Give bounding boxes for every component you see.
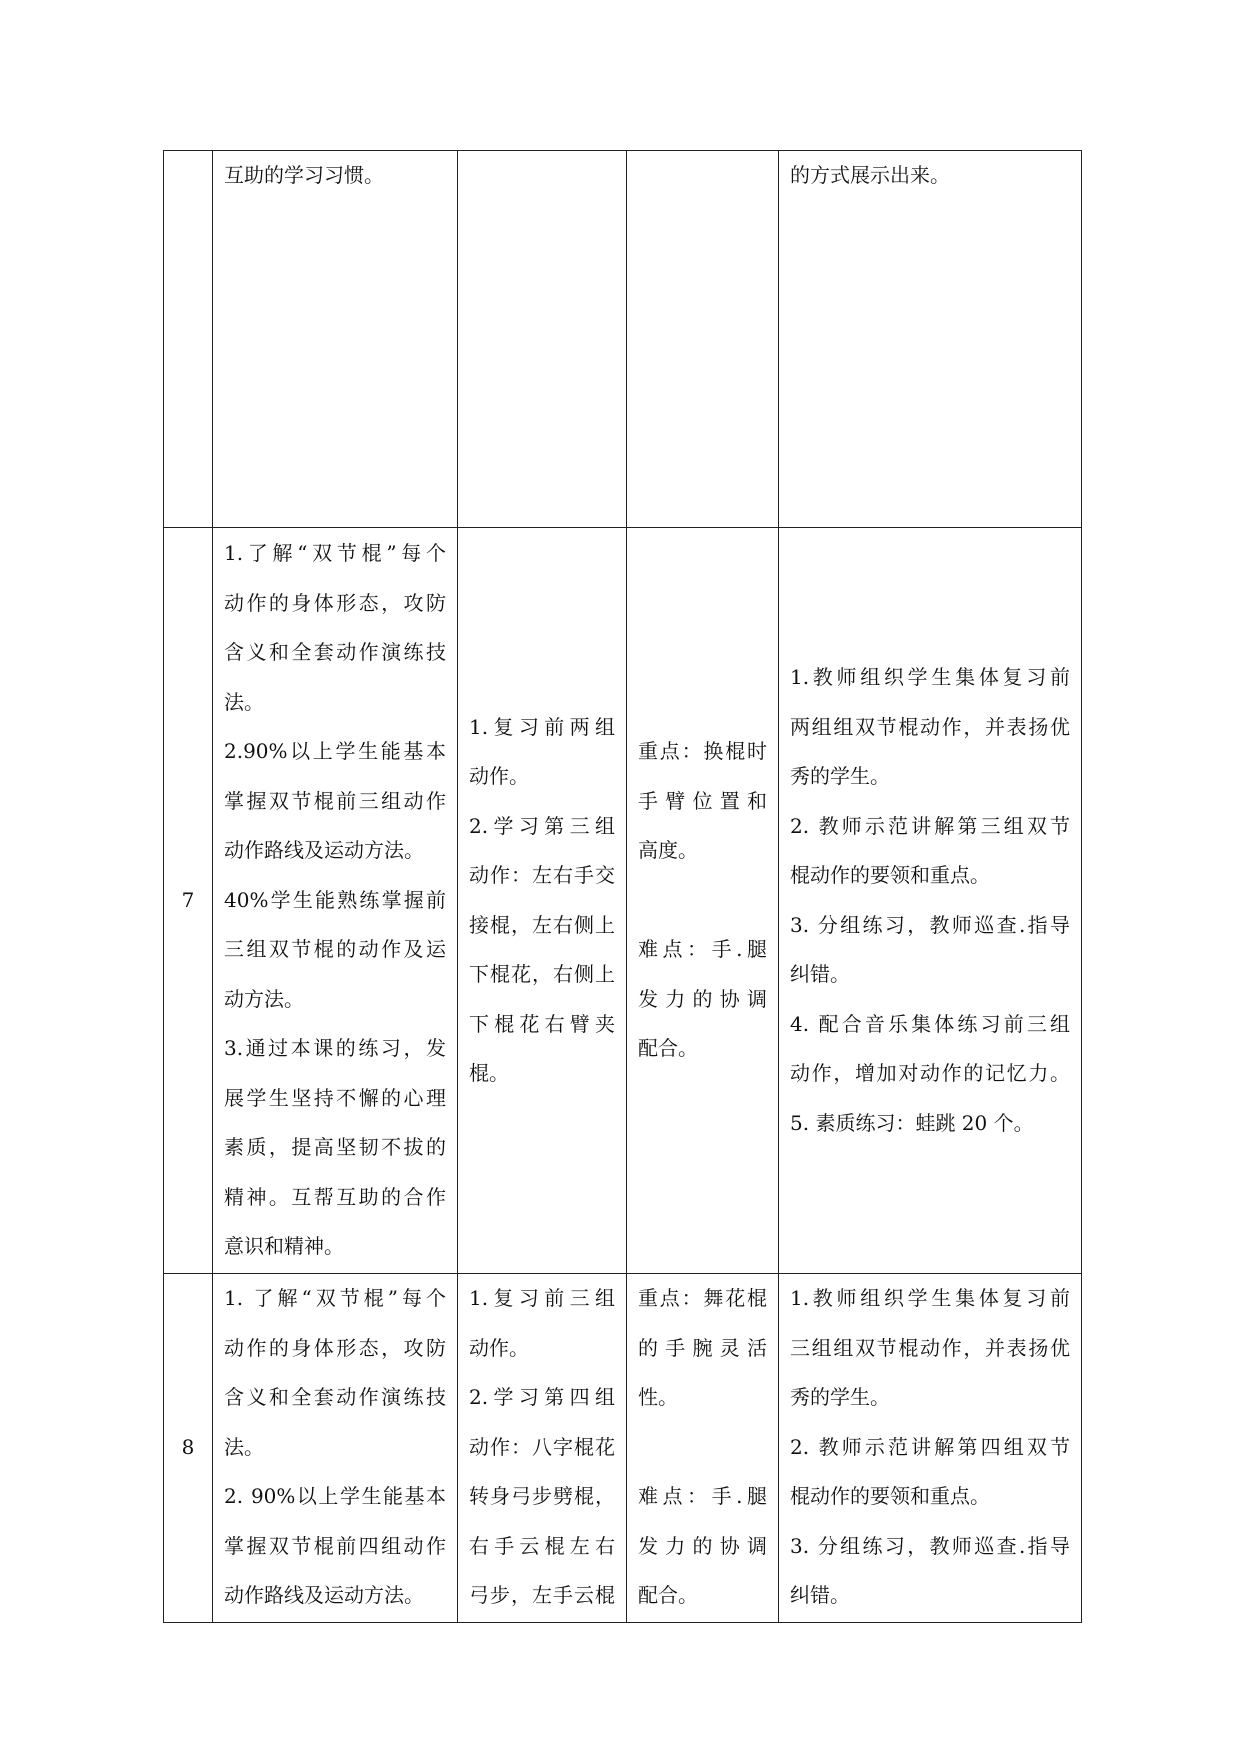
- text-line: 掌握双节棍前三组动作: [224, 788, 446, 813]
- text-line: 2. 教师示范讲解第四组双节: [790, 1434, 1070, 1459]
- text-line: 2.学习第四组: [469, 1385, 615, 1409]
- text-line: 动作。: [469, 1335, 529, 1360]
- content-cell: [458, 1274, 627, 1623]
- text-line: 1.复习前三组: [469, 1286, 615, 1310]
- text-line: 互助的学习习惯。: [224, 163, 384, 187]
- table-row: [164, 1274, 1082, 1623]
- lesson-plan-table: [163, 150, 1082, 1623]
- text-line: 掌握双节棍前四组动作: [224, 1533, 446, 1558]
- text-line: 高度。: [638, 838, 698, 863]
- text-line: 动作路线及运动方法。: [224, 1583, 424, 1607]
- text-line: 发力的协调: [638, 986, 767, 1011]
- text-line: 2. 教师示范讲解第三组双节: [790, 813, 1070, 838]
- text-line: 下棍花，右侧上: [469, 962, 615, 986]
- text-line: 发力的协调: [638, 1533, 767, 1558]
- spacer: [638, 1423, 767, 1473]
- text-line: 两组组双节棍动作，并表扬优: [790, 714, 1070, 739]
- text-line: 棍。: [469, 1061, 509, 1085]
- text-line: 含义和全套动作演练技: [224, 1385, 446, 1409]
- table-row: [164, 528, 1082, 1274]
- text-line: 转身弓步劈棍，: [469, 1484, 615, 1508]
- lesson-number: 7: [181, 887, 195, 912]
- text-line: 动作：八字棍花: [469, 1434, 615, 1459]
- text-line: 难点：手.腿: [638, 1484, 767, 1508]
- objectives-cell: [213, 1274, 458, 1623]
- methods-cell: [779, 1274, 1082, 1623]
- objectives-cell: [213, 528, 458, 1274]
- key-points-cell: [627, 151, 779, 528]
- text-line: 4. 配合音乐集体练习前三组: [790, 1011, 1070, 1036]
- text-line: 意识和精神。: [224, 1234, 344, 1259]
- text-line: 3. 分组练习，教师巡查.指导: [790, 912, 1070, 937]
- methods-cell: [779, 528, 1082, 1274]
- text-line: 含义和全套动作演练技: [224, 640, 446, 665]
- text-line: 的方式展示出来。: [790, 163, 950, 187]
- lesson-number-cell: [164, 528, 213, 1274]
- text-line: 三组组双节棍动作，并表扬优: [790, 1335, 1070, 1360]
- text-line: 动作，增加对动作的记忆力。: [790, 1061, 1070, 1085]
- text-line: 展学生坚持不懈的心理: [224, 1085, 446, 1110]
- text-line: 手臂位置和: [638, 788, 767, 813]
- table-row: [164, 151, 1082, 528]
- text-line: 动作。: [469, 764, 529, 788]
- text-line: 1.教师组织学生集体复习前: [790, 665, 1070, 689]
- text-line: 右手云棍左右: [469, 1533, 615, 1558]
- text-line: 接棍，左右侧上: [469, 912, 615, 937]
- text-line: 纠错。: [790, 962, 850, 986]
- text-line: 2.90%以上学生能基本: [224, 739, 446, 764]
- text-line: 动作路线及运动方法。: [224, 838, 424, 863]
- text-line: 棍动作的要领和重点。: [790, 863, 990, 887]
- text-line: 弓步，左手云棍: [469, 1583, 615, 1607]
- methods-cell: [779, 151, 1082, 528]
- text-line: 的手腕灵活: [638, 1335, 767, 1360]
- text-line: 棍动作的要领和重点。: [790, 1484, 990, 1508]
- text-line: 法。: [224, 689, 264, 714]
- text-line: 配合。: [638, 1583, 698, 1607]
- text-line: 法。: [224, 1434, 264, 1459]
- text-line: 素质，提高坚韧不拔的: [224, 1135, 446, 1160]
- text-line: 精神。互帮互助的合作: [224, 1184, 446, 1209]
- text-line: 3. 分组练习，教师巡查.指导: [790, 1533, 1070, 1558]
- lesson-number: 8: [181, 1435, 195, 1460]
- key-points-cell: [627, 528, 779, 1274]
- text-line: 重点：舞花棍: [638, 1286, 767, 1310]
- text-line: 1. 了解“双节棍”每个: [224, 1286, 446, 1310]
- text-line: 三组双节棍的动作及运: [224, 937, 446, 962]
- text-line: 动方法。: [224, 986, 304, 1011]
- text-line: 动作：左右手交: [469, 863, 615, 887]
- text-line: 2. 90%以上学生能基本: [224, 1484, 446, 1508]
- text-line: 重点：换棍时: [638, 739, 767, 764]
- objectives-cell: [213, 151, 458, 528]
- text-line: 下棍花右臂夹: [469, 1011, 615, 1036]
- text-line: 配合。: [638, 1036, 698, 1061]
- text-line: 秀的学生。: [790, 1385, 890, 1409]
- key-points-cell: [627, 1274, 779, 1623]
- text-line: 5. 素质练习：蛙跳 20 个。: [790, 1110, 1034, 1135]
- text-line: 纠错。: [790, 1583, 850, 1607]
- content-cell: [458, 151, 627, 528]
- content-cell: [458, 528, 627, 1274]
- text-line: 1.了解“双节棍”每个: [224, 541, 446, 566]
- text-line: 40%学生能熟练掌握前: [224, 887, 446, 912]
- text-line: 动作的身体形态，攻防: [224, 590, 446, 615]
- text-line: 3.通过本课的练习，发: [224, 1036, 446, 1061]
- text-line: 性。: [638, 1385, 678, 1409]
- spacer: [638, 876, 767, 926]
- text-line: 1.复习前两组: [469, 714, 615, 739]
- text-line: 难点：手.腿: [638, 937, 767, 962]
- text-line: 动作的身体形态，攻防: [224, 1335, 446, 1360]
- text-line: 秀的学生。: [790, 764, 890, 788]
- text-line: 1.教师组织学生集体复习前: [790, 1286, 1070, 1310]
- text-line: 2.学习第三组: [469, 813, 615, 838]
- lesson-number-cell: [164, 1274, 213, 1623]
- lesson-number-cell: [164, 151, 213, 528]
